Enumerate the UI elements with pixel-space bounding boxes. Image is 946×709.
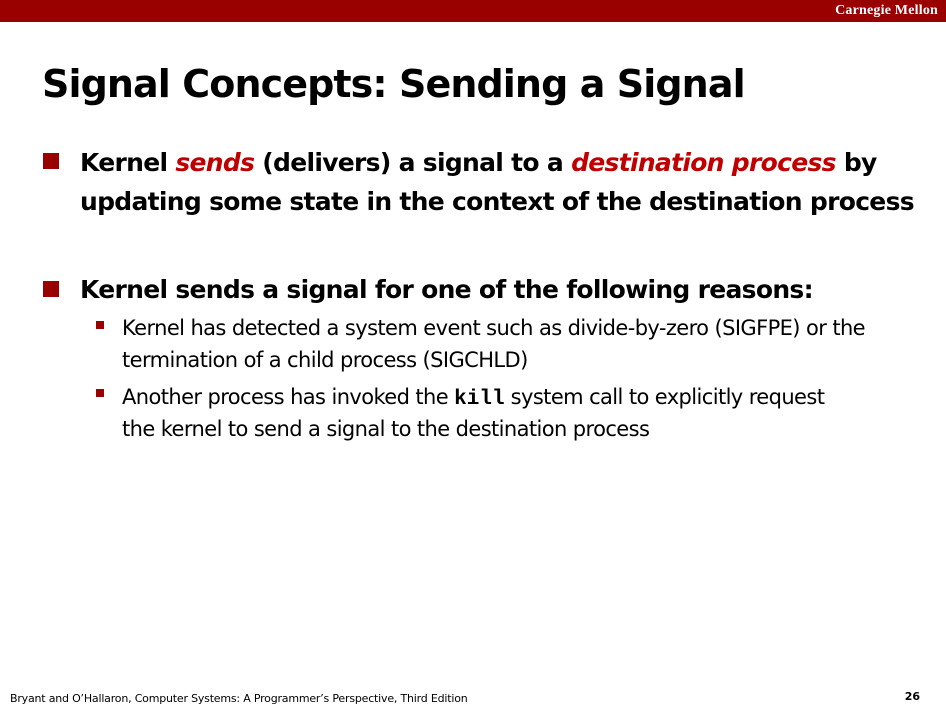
- sub-bullet-square-icon: [96, 321, 104, 329]
- slide-title: Signal Concepts: Sending a Signal: [42, 62, 745, 106]
- footer-citation: Bryant and O’Hallaron, Computer Systems: A Programmer’s Perspective, Third Edition: [10, 692, 468, 705]
- emphasis-destination-process: destination process: [571, 148, 836, 177]
- sub-bullet-1-line-2: termination of a child process (SIGCHLD): [122, 348, 528, 372]
- bullet-1-text-delivers: (delivers) a signal to a: [254, 148, 572, 177]
- sub-bullet-1-line-1: Kernel has detected a system event such as divide-by-zero (SIGFPE) or the: [122, 316, 865, 340]
- bullet-square-icon: [43, 153, 59, 169]
- brand-label: Carnegie Mellon: [835, 3, 938, 18]
- sub-bullet-2-text-b: system call to explicitly request: [504, 385, 825, 409]
- bullet-1-text-by: by: [835, 148, 877, 177]
- bullet-1-text-kernel: Kernel: [80, 148, 176, 177]
- sub-bullet-2-line-2: the kernel to send a signal to the destination process: [122, 417, 650, 441]
- bullet-2-text: Kernel sends a signal for one of the following reasons:: [80, 275, 813, 304]
- sub-bullet-2-line-1: [122, 381, 824, 416]
- sub-bullet-square-icon: [96, 389, 104, 397]
- emphasis-sends: sends: [175, 148, 255, 177]
- code-kill: kill: [454, 388, 505, 411]
- bullet-1-line-1: [80, 143, 877, 182]
- bullet-square-icon: [43, 281, 59, 297]
- sub-bullet-2-text-a: Another process has invoked the: [122, 385, 455, 409]
- bullet-1-line-2: updating some state in the context of the destination process: [80, 187, 914, 216]
- header-bar: [0, 0, 946, 22]
- page-number: 26: [904, 690, 920, 703]
